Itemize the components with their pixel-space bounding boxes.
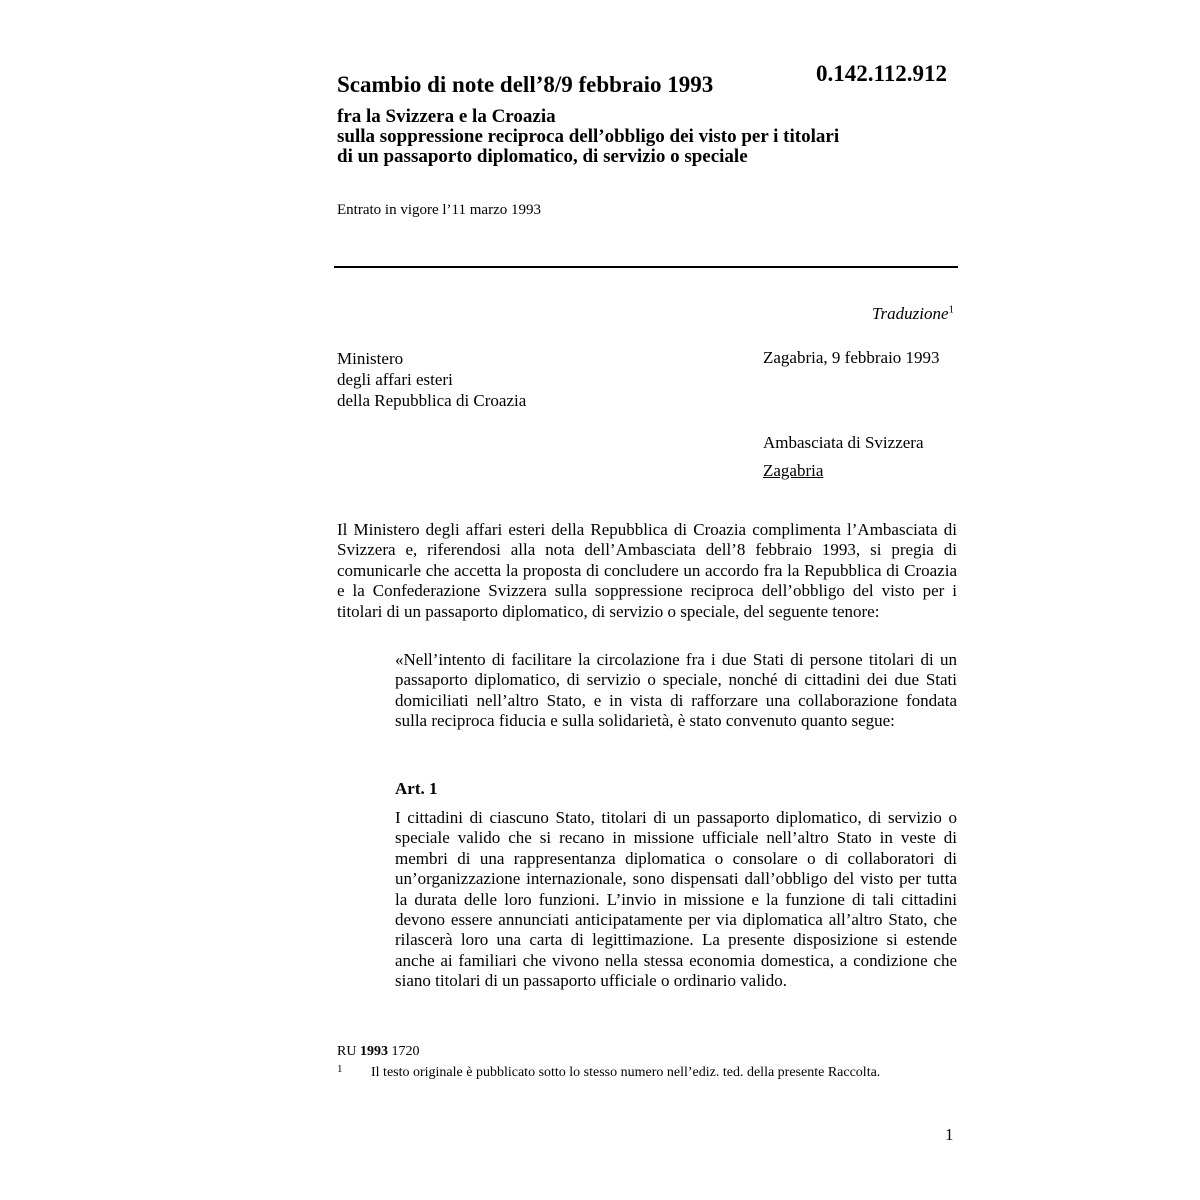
translation-text: Traduzione	[871, 304, 949, 323]
footnote-reference[interactable]: 1	[948, 303, 954, 316]
footnote-number: 1	[337, 1063, 343, 1075]
document-title: Scambio di note dell’8/9 febbraio 1993	[337, 72, 714, 97]
intro-paragraph: Il Ministero degli affari esteri della Repubblica di Croazia complimenta l’Ambasciata di Svizzera e, riferendosi alla nota dell’Ambasciata dell’8 febbraio 1993, si pregia di comunicarle che accetta la proposta di concludere un accordo fra la Repubblica di Croazia e la Confederazione Svizzera sulla soppressione reciproca dell’obbligo del visto per i titolari di un passaporto diplomatico, di servizio o speciale, del seguente tenore:	[337, 520, 957, 621]
article-text: I cittadini di ciascuno Stato, titolari di un passaporto diplomatico, di servizio o speciale valido che si recano in missione ufficiale nell’altro Stato in veste di membri di una rappresentanza diplomatica o consolare o di collaboratori di un’organizzazione internazionale, sono dispensati dall’obbligo del visto per tutta la durata delle loro funzioni. L’invio in missione e la funzione di tali cittadini devono essere annunciati anticipatamente per via diplomatica all’altro Stato, che rilascerà loro una carta di legittimazione. La presente disposizione si estende anche ai familiari che vivono nella stessa economia domestica, a condizione che siano titolari di un passaporto ufficiale o ordinario valido.	[395, 808, 957, 991]
subtitle-line: fra la Svizzera e la Croazia	[337, 106, 556, 127]
ru-prefix: RU	[337, 1044, 357, 1059]
official-collection-reference	[337, 1044, 419, 1060]
recipient-name: Ambasciata di Svizzera	[763, 433, 924, 452]
sender-line: della Repubblica di Croazia	[337, 391, 527, 410]
footnote-text: Il testo originale è pubblicato sotto lo stesso numero nell’ediz. ted. della presente Raccolta.	[371, 1065, 881, 1080]
subtitle-line: sulla soppressione reciproca dell’obbligo dei visto per i titolari	[337, 126, 840, 147]
article-heading: Art. 1	[395, 779, 438, 798]
sender-block	[337, 348, 526, 411]
quoted-preamble: «Nell’intento di facilitare la circolazione fra i due Stati di persone titolari di un passaporto diplomatico, di servizio o speciale, nonché di cittadini dei due Stati domiciliati nell’altro Stato, e in vista di rafforzare una collaborazione fondata sulla reciproca fiducia e sulla solidarietà, è stato convenuto quanto segue:	[395, 650, 957, 731]
page-number: 1	[945, 1125, 954, 1144]
ru-page: 1720	[391, 1044, 420, 1059]
translation-label	[872, 304, 954, 324]
document-subtitle	[337, 107, 839, 167]
ru-year: 1993	[359, 1044, 388, 1059]
header-divider	[334, 266, 958, 268]
sender-line: degli affari esteri	[337, 370, 453, 389]
document-number: 0.142.112.912	[816, 61, 947, 86]
sender-line: Ministero	[337, 349, 404, 368]
recipient-city: Zagabria	[763, 461, 824, 480]
place-and-date: Zagabria, 9 febbraio 1993	[763, 348, 940, 367]
subtitle-line: di un passaporto diplomatico, di servizio o speciale	[337, 146, 748, 167]
recipient-block	[763, 429, 924, 485]
entry-into-force: Entrato in vigore l’11 marzo 1993	[337, 202, 541, 218]
